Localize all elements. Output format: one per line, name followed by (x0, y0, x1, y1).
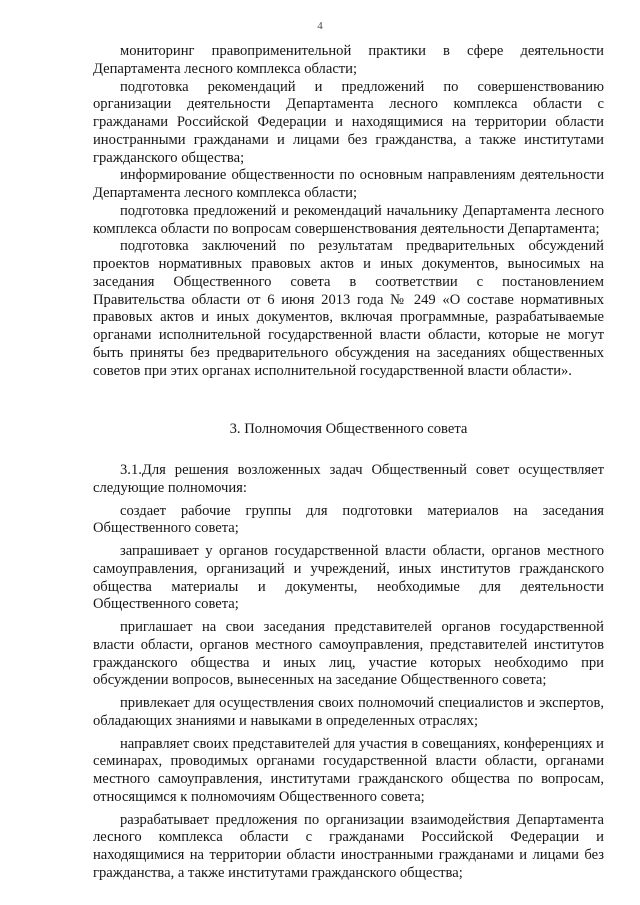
paragraph: подготовка заключений по результатам предварительных обсуждений проектов нормативных правовых актов и иных документов, выносимых на заседания Общественного совета в соответствии с постановлением Правительства области от 6 июня 2013 года № 249 «О составе нормативных правовых актов и иных документов, включая программные, разрабатываемые органами исполнительной государственной власти области, которые не могут быть приняты без предварительного обсуждения на заседаниях общественных советов при этих органах исполнительной государственной власти области». (93, 238, 604, 379)
paragraph: мониторинг правоприменительной практики в сфере деятельности Департамента лесного комплекса области; (93, 43, 604, 77)
section-heading: 3. Полномочия Общественного совета (229, 421, 468, 438)
paragraph: информирование общественности по основным направлениям деятельности Департамента лесного комплекса области; (93, 167, 604, 201)
list-item: создает рабочие группы для подготовки материалов на заседания Общественного совета; (93, 502, 604, 537)
list-item: запрашивает у органов государственной власти области, органов местного самоуправления, организаций и учреждений, иных институтов гражданского общества материалы и документы, необходимые для деятельности Общественного совета; (93, 543, 604, 613)
list-item: направляет своих представителей для участия в совещаниях, конференциях и семинарах, проводимых органами государственной власти области, органами местного самоуправления, институтами гражданского общества по вопросам, относящимся к полномочиям Общественного совета; (93, 735, 604, 805)
paragraph: подготовка рекомендаций и предложений по совершенствованию организации деятельности Департамента лесного комплекса области с гражданами Российской Федерации и находящимися на территории области иностранными гражданами и лицами без гражданства, а также институтами гражданского общества; (93, 78, 604, 166)
list-item: приглашает на свои заседания представителей органов государственной власти области, органов местного самоуправления, представителей институтов гражданского общества и иных лиц, участие которых необходимо при обсуждении вопросов, вынесенных на заседание Общественного совета; (93, 619, 604, 689)
section-intro: 3.1.Для решения возложенных задач Общественный совет осуществляет следующие полномочия: (93, 462, 604, 496)
list-item: разрабатывает предложения по организации взаимодействия Департамента лесного комплекса области с гражданами Российской Федерации и находящимися на территории области иностранными гражданами и лицами без гражданства, а также институтами гражданского общества; (93, 811, 604, 881)
page-body (93, 43, 604, 883)
page-number: 4 (317, 20, 323, 32)
paragraph: подготовка предложений и рекомендаций начальнику Департамента лесного комплекса области по вопросам совершенствования деятельности Департамента; (93, 202, 604, 237)
list-item: привлекает для осуществления своих полномочий специалистов и экспертов, обладающих знаниями и навыками в определенных отраслях; (93, 695, 604, 729)
